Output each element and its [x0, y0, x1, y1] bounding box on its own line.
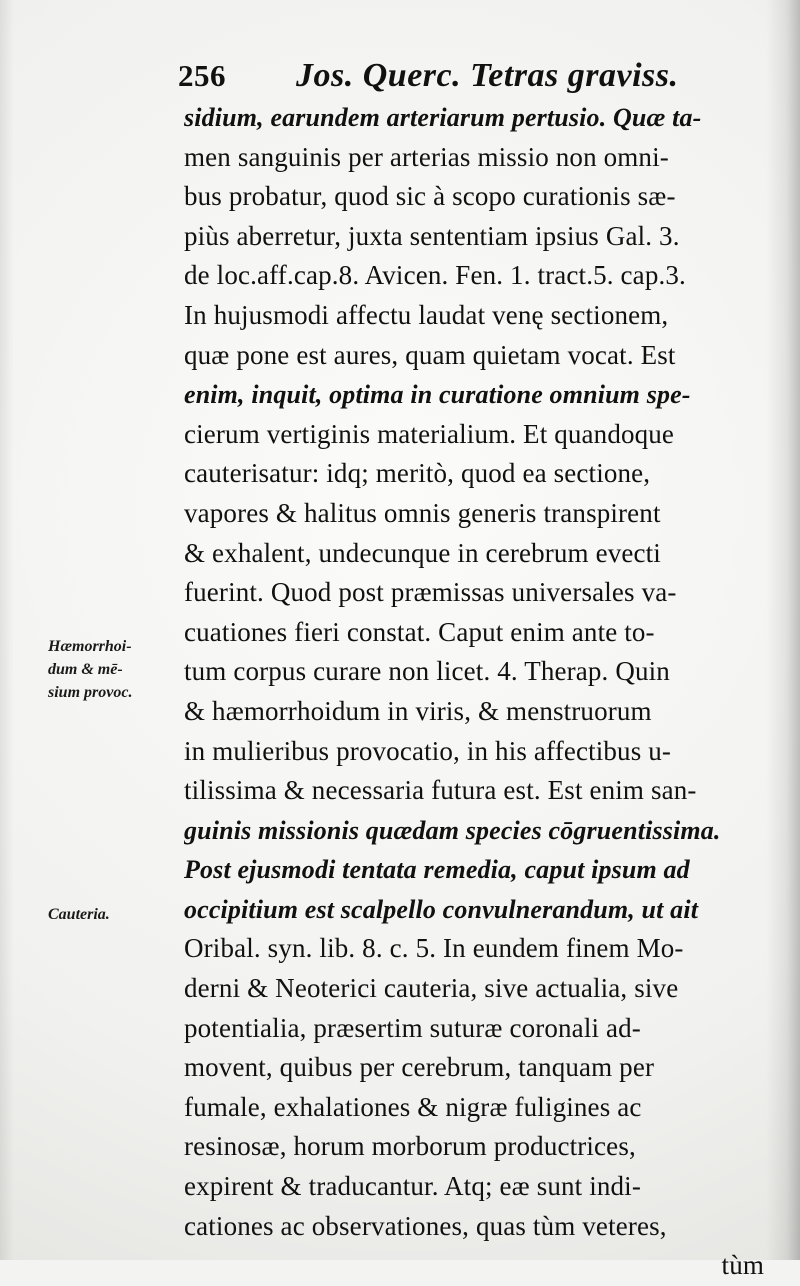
- margin-note-line: Cauteria.: [48, 906, 110, 923]
- text-line: piùs aberretur, juxta sententiam ipsius Gal. 3.: [184, 220, 680, 251]
- text-line: vapores & halitus omnis generis transpirent: [184, 497, 661, 528]
- catchword: tùm: [721, 1250, 764, 1281]
- text-line: cationes ac observationes, quas tùm veteres,: [184, 1210, 667, 1241]
- text-line: fumale, exhalationes & nigræ fuligines ac: [184, 1091, 642, 1122]
- text-line: & exhalent, undecunque in cerebrum evecti: [184, 537, 661, 568]
- text-line: occipitium est scalpello convulnerandum, ut ait: [184, 894, 699, 924]
- page-number: 256: [178, 58, 226, 93]
- text-line: cierum vertiginis materialium. Et quandoque: [184, 418, 675, 449]
- text-line: Post ejusmodi tentata remedia, caput ipsum ad: [184, 855, 690, 885]
- page-left-edge-shadow: [0, 0, 14, 1260]
- text-line: de loc.aff.cap.8. Avicen. Fen. 1. tract.5. cap.3.: [184, 260, 686, 291]
- text-line: fuerint. Quod post præmissas universales va-: [184, 577, 677, 608]
- text-line: men sanguinis per arterias missio non omni-: [184, 141, 669, 172]
- text-line: enim, inquit, optima in curatione omnium spe-: [184, 380, 691, 410]
- body-text: [184, 98, 776, 1286]
- margin-note-line: sium provoc.: [48, 684, 133, 701]
- text-line: quæ pone est aures, quam quietam vocat. Est: [184, 339, 676, 370]
- text-line: movent, quibus per cerebrum, tanquam per: [184, 1052, 655, 1083]
- text-line: tilissima & necessaria futura est. Est enim san-: [184, 775, 697, 806]
- text-line: In hujusmodi affectu laudat venę sectionem,: [184, 299, 669, 330]
- margin-note-line: dum & mē-: [48, 661, 123, 678]
- text-line: derni & Neoterici cauteria, sive actualia, sive: [184, 973, 679, 1004]
- text-line: & hæmorrhoidum in viris, & menstruorum: [184, 695, 652, 726]
- page-header: [178, 54, 738, 98]
- text-line: cuationes fieri constat. Caput enim ante to-: [184, 616, 655, 647]
- text-line: sidium, earundem arteriarum pertusio. Quæ ta-: [184, 103, 702, 132]
- margin-note-cauteria: [48, 903, 180, 926]
- margin-note-line: Hæmorrhoi-: [48, 638, 132, 655]
- text-line: expirent & traducantur. Atq; eæ sunt indi-: [184, 1171, 641, 1202]
- text-line: cauterisatur: idq; meritò, quod ea sectione,: [184, 458, 651, 489]
- text-line: Oribal. syn. lib. 8. c. 5. In eundem finem Mo-: [184, 933, 684, 964]
- text-line: resinosæ, horum morborum productrices,: [184, 1131, 636, 1162]
- text-line: potentialia, præsertim suturæ coronali ad-: [184, 1012, 641, 1043]
- text-line: tum corpus curare non licet. 4. Therap. Quin: [184, 656, 670, 687]
- running-head: Jos. Querc. Tetras graviss.: [296, 57, 679, 94]
- text-line: guinis missionis quædam species cōgruentissima.: [184, 815, 721, 845]
- text-line: bus probatur, quod sic à scopo curationis sæ-: [184, 181, 676, 212]
- text-line: in mulieribus provocatio, in his affectibus u-: [184, 735, 672, 766]
- margin-note-haemorrhoids: [48, 635, 180, 704]
